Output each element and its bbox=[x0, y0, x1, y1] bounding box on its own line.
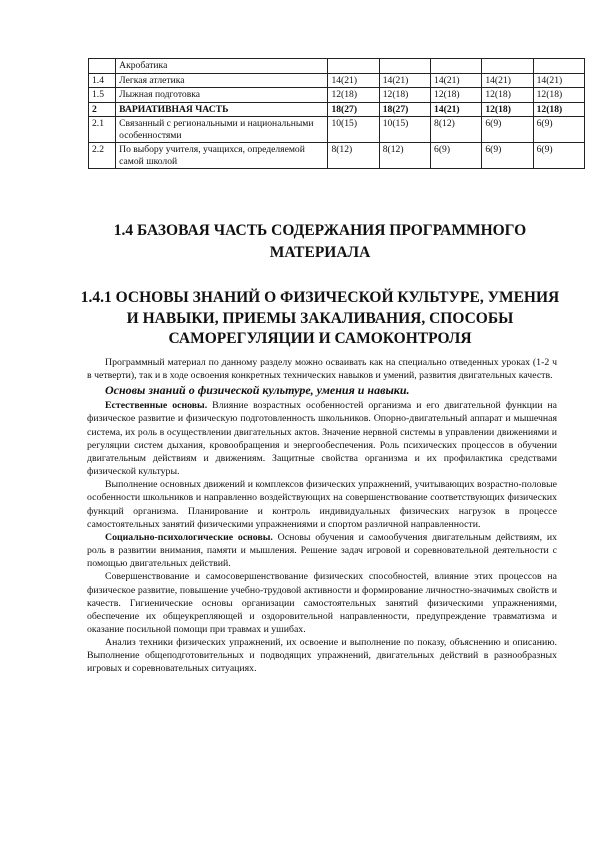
hours-cell: 12(18) bbox=[431, 88, 482, 103]
technique-analysis-paragraph: Анализ техники физических упражнений, их освоение и выполнение по показу, объяснению и описанию. Выполнение общеподготовительных и подводящих упражнений, двигательных действий в разнообразных игровых и соревновательных ситуациях. bbox=[87, 637, 557, 675]
table-row bbox=[89, 59, 585, 74]
table-row bbox=[89, 73, 585, 88]
natural-foundations-lead: Естественные основы. bbox=[105, 400, 208, 412]
hours-cell: 14(21) bbox=[431, 73, 482, 88]
movement-paragraph: Выполнение основных движений и комплексов физических упражнений, учитывающих возрастно-половые особенности школьников и направленно воздействующих на совершенствование соответствующих физических функций организма. Планирование и контроль индивидуальных физических нагрузок в процессе самостоятельных занятий физическими упражнениями и спортом различной направленности. bbox=[87, 479, 557, 530]
hours-cell: 6(9) bbox=[482, 117, 533, 143]
hours-cell: 12(18) bbox=[482, 102, 533, 117]
hours-cell: 14(21) bbox=[533, 73, 584, 88]
improvement-paragraph: Совершенствование и самосовершенствование физических способностей, влияние этих процессов на физическое развитие, повышение учебно-трудовой активности и формирование личностно-значимых свойств и качеств. Гигиенические основы организации самостоятельных занятий физическими упражнениями, обеспечение их общеукрепляющей и оздоровительной направленности, предупреждение травматизма и оказание посильной помощи при травмах и ушибах. bbox=[87, 571, 557, 635]
section-heading: 1.4 БАЗОВАЯ ЧАСТЬ СОДЕРЖАНИЯ ПРОГРАММНОГО МАТЕРИАЛА bbox=[113, 222, 527, 261]
subsection-heading: 1.4.1 ОСНОВЫ ЗНАНИЙ О ФИЗИЧЕСКОЙ КУЛЬТУРЕ, УМЕНИЯ И НАВЫКИ, ПРИЕМЫ ЗАКАЛИВАНИЯ, СПОСОБЫ САМОРЕГУЛЯЦИИ И САМОКОНТРОЛЯ bbox=[80, 289, 560, 347]
hours-cell: 6(9) bbox=[533, 143, 584, 169]
hours-cell bbox=[379, 59, 430, 74]
hours-cell: 6(9) bbox=[533, 117, 584, 143]
hours-cell: 18(27) bbox=[379, 102, 430, 117]
row-number-cell: 2 bbox=[89, 102, 116, 117]
table-row bbox=[89, 102, 585, 117]
row-number-cell: 1.5 bbox=[89, 88, 116, 103]
hours-cell: 10(15) bbox=[328, 117, 379, 143]
table-row bbox=[89, 88, 585, 103]
curriculum-hours-table bbox=[88, 58, 585, 169]
row-name-cell: Акробатика bbox=[116, 59, 328, 74]
hours-cell: 10(15) bbox=[379, 117, 430, 143]
hours-cell: 12(18) bbox=[533, 102, 584, 117]
knowledge-subheading: Основы знаний о физической культуре, умения и навыки. bbox=[105, 383, 410, 398]
hours-cell: 6(9) bbox=[431, 143, 482, 169]
row-name-cell: По выбору учителя, учащихся, определяемой самой школой bbox=[116, 143, 328, 169]
table-body bbox=[89, 59, 585, 169]
table-row bbox=[89, 117, 585, 143]
row-number-cell: 1.4 bbox=[89, 73, 116, 88]
hours-cell: 14(21) bbox=[328, 73, 379, 88]
row-number-cell: 2.2 bbox=[89, 143, 116, 169]
row-name-cell: Лыжная подготовка bbox=[116, 88, 328, 103]
hours-cell: 8(12) bbox=[379, 143, 430, 169]
hours-cell: 8(12) bbox=[328, 143, 379, 169]
row-number-cell: 2.1 bbox=[89, 117, 116, 143]
natural-foundations-paragraph bbox=[87, 399, 557, 478]
hours-cell: 12(18) bbox=[328, 88, 379, 103]
table-row bbox=[89, 143, 585, 169]
hours-cell: 18(27) bbox=[328, 102, 379, 117]
social-foundations-lead: Социально-психологические основы. bbox=[105, 531, 273, 543]
intro-paragraph: Программный материал по данному разделу можно осваивать как на специально отведенных уроках (1-2 ч в четверти), так и в ходе освоения конкретных технических навыков и умений, развития двигательных качеств. bbox=[87, 357, 557, 382]
hours-cell: 12(18) bbox=[533, 88, 584, 103]
hours-cell: 14(21) bbox=[431, 102, 482, 117]
hours-cell: 6(9) bbox=[482, 143, 533, 169]
hours-cell: 14(21) bbox=[379, 73, 430, 88]
row-number-cell bbox=[89, 59, 116, 74]
natural-foundations-text: Влияние возрастных особенностей организма и его двигательной функции на физическое развитие и физическую подготовленность школьников. Опорно-двигательный аппарат и мышечная система, их роль в осуществлении двигательных актов. Значение нервной системы в управлении движениями и регуляции систем дыхания, кровообращения и энергообеспечения. Роль психических процессов в обучении двигательным действиям и движениям. Защитные свойства организма и их профилактика средствами физической культуры. bbox=[87, 400, 557, 478]
body-text bbox=[87, 356, 557, 676]
hours-cell bbox=[431, 59, 482, 74]
row-name-cell: ВАРИАТИВНАЯ ЧАСТЬ bbox=[116, 102, 328, 117]
hours-cell: 12(18) bbox=[379, 88, 430, 103]
hours-cell bbox=[533, 59, 584, 74]
row-name-cell: Связанный с региональными и национальными особенностями bbox=[116, 117, 328, 143]
hours-cell: 14(21) bbox=[482, 73, 533, 88]
hours-cell bbox=[482, 59, 533, 74]
hours-cell: 12(18) bbox=[482, 88, 533, 103]
hours-cell: 8(12) bbox=[431, 117, 482, 143]
hours-cell bbox=[328, 59, 379, 74]
row-name-cell: Легкая атлетика bbox=[116, 73, 328, 88]
social-foundations-text: Основы обучения и самообучения двигательным действиям, их роль в развитии внимания, памяти и мышления. Решение задач игровой и соревновательной деятельности с помощью двигательных действий. bbox=[87, 531, 557, 570]
social-foundations-paragraph bbox=[87, 531, 557, 570]
